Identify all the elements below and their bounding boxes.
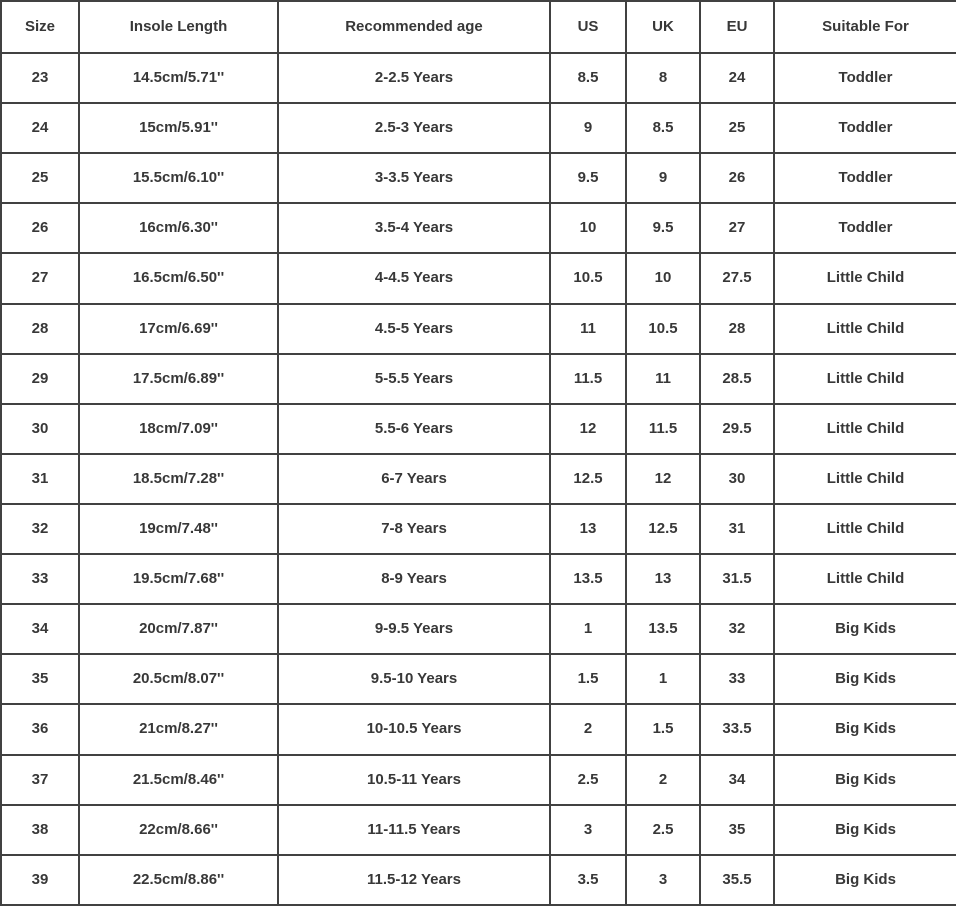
cell-recommended-age: 9-9.5 Years <box>278 604 550 654</box>
header-row <box>1 1 956 53</box>
cell-eu: 30 <box>700 454 774 504</box>
cell-size: 34 <box>1 604 79 654</box>
cell-size: 38 <box>1 805 79 855</box>
cell-insole-length: 16.5cm/6.50'' <box>79 253 278 303</box>
cell-insole-length: 22cm/8.66'' <box>79 805 278 855</box>
cell-suitable-for: Toddler <box>774 103 956 153</box>
cell-uk: 13 <box>626 554 700 604</box>
column-header-size: Size <box>1 1 79 53</box>
cell-insole-length: 21cm/8.27'' <box>79 704 278 754</box>
cell-uk: 8 <box>626 53 700 103</box>
cell-eu: 26 <box>700 153 774 203</box>
cell-size: 37 <box>1 755 79 805</box>
column-header-recommended-age: Recommended age <box>278 1 550 53</box>
cell-suitable-for: Big Kids <box>774 855 956 905</box>
cell-eu: 32 <box>700 604 774 654</box>
cell-us: 11 <box>550 304 626 354</box>
cell-insole-length: 14.5cm/5.71'' <box>79 53 278 103</box>
cell-uk: 9 <box>626 153 700 203</box>
table-row <box>1 504 956 554</box>
cell-us: 12 <box>550 404 626 454</box>
table-row <box>1 454 956 504</box>
cell-size: 32 <box>1 504 79 554</box>
cell-eu: 34 <box>700 755 774 805</box>
cell-us: 1 <box>550 604 626 654</box>
cell-suitable-for: Big Kids <box>774 604 956 654</box>
cell-us: 8.5 <box>550 53 626 103</box>
cell-suitable-for: Little Child <box>774 554 956 604</box>
cell-recommended-age: 3.5-4 Years <box>278 203 550 253</box>
cell-uk: 11.5 <box>626 404 700 454</box>
cell-suitable-for: Big Kids <box>774 704 956 754</box>
cell-insole-length: 15.5cm/6.10'' <box>79 153 278 203</box>
cell-suitable-for: Little Child <box>774 454 956 504</box>
cell-size: 23 <box>1 53 79 103</box>
cell-insole-length: 22.5cm/8.86'' <box>79 855 278 905</box>
cell-recommended-age: 4.5-5 Years <box>278 304 550 354</box>
cell-suitable-for: Little Child <box>774 404 956 454</box>
cell-recommended-age: 11-11.5 Years <box>278 805 550 855</box>
cell-size: 26 <box>1 203 79 253</box>
cell-eu: 27 <box>700 203 774 253</box>
table-row <box>1 354 956 404</box>
cell-uk: 12.5 <box>626 504 700 554</box>
cell-insole-length: 15cm/5.91'' <box>79 103 278 153</box>
cell-uk: 10.5 <box>626 304 700 354</box>
cell-insole-length: 17cm/6.69'' <box>79 304 278 354</box>
cell-suitable-for: Little Child <box>774 304 956 354</box>
cell-us: 1.5 <box>550 654 626 704</box>
cell-suitable-for: Little Child <box>774 253 956 303</box>
cell-us: 2 <box>550 704 626 754</box>
cell-uk: 2 <box>626 755 700 805</box>
cell-uk: 11 <box>626 354 700 404</box>
table-row <box>1 304 956 354</box>
table-row <box>1 755 956 805</box>
cell-insole-length: 21.5cm/8.46'' <box>79 755 278 805</box>
cell-us: 3.5 <box>550 855 626 905</box>
cell-eu: 35.5 <box>700 855 774 905</box>
cell-recommended-age: 7-8 Years <box>278 504 550 554</box>
cell-recommended-age: 10.5-11 Years <box>278 755 550 805</box>
cell-recommended-age: 4-4.5 Years <box>278 253 550 303</box>
cell-insole-length: 16cm/6.30'' <box>79 203 278 253</box>
cell-us: 12.5 <box>550 454 626 504</box>
column-header-suitable-for: Suitable For <box>774 1 956 53</box>
cell-insole-length: 19.5cm/7.68'' <box>79 554 278 604</box>
cell-recommended-age: 6-7 Years <box>278 454 550 504</box>
table-row <box>1 704 956 754</box>
table-row <box>1 554 956 604</box>
cell-size: 36 <box>1 704 79 754</box>
cell-uk: 12 <box>626 454 700 504</box>
cell-uk: 8.5 <box>626 103 700 153</box>
cell-recommended-age: 2.5-3 Years <box>278 103 550 153</box>
cell-suitable-for: Big Kids <box>774 755 956 805</box>
cell-size: 39 <box>1 855 79 905</box>
cell-size: 33 <box>1 554 79 604</box>
cell-uk: 13.5 <box>626 604 700 654</box>
cell-size: 28 <box>1 304 79 354</box>
cell-suitable-for: Toddler <box>774 153 956 203</box>
cell-uk: 2.5 <box>626 805 700 855</box>
table-row <box>1 855 956 905</box>
cell-recommended-age: 8-9 Years <box>278 554 550 604</box>
cell-insole-length: 20cm/7.87'' <box>79 604 278 654</box>
cell-insole-length: 17.5cm/6.89'' <box>79 354 278 404</box>
cell-eu: 28.5 <box>700 354 774 404</box>
cell-us: 10.5 <box>550 253 626 303</box>
cell-us: 2.5 <box>550 755 626 805</box>
cell-recommended-age: 11.5-12 Years <box>278 855 550 905</box>
cell-eu: 29.5 <box>700 404 774 454</box>
cell-uk: 1.5 <box>626 704 700 754</box>
table-row <box>1 153 956 203</box>
cell-eu: 33.5 <box>700 704 774 754</box>
cell-eu: 28 <box>700 304 774 354</box>
column-header-uk: UK <box>626 1 700 53</box>
cell-suitable-for: Big Kids <box>774 805 956 855</box>
cell-size: 24 <box>1 103 79 153</box>
cell-recommended-age: 10-10.5 Years <box>278 704 550 754</box>
table-body <box>1 53 956 905</box>
cell-us: 10 <box>550 203 626 253</box>
cell-size: 25 <box>1 153 79 203</box>
cell-us: 13.5 <box>550 554 626 604</box>
cell-size: 35 <box>1 654 79 704</box>
table-row <box>1 404 956 454</box>
table-row <box>1 604 956 654</box>
table-row <box>1 53 956 103</box>
cell-suitable-for: Little Child <box>774 504 956 554</box>
cell-uk: 9.5 <box>626 203 700 253</box>
cell-eu: 24 <box>700 53 774 103</box>
column-header-us: US <box>550 1 626 53</box>
cell-recommended-age: 9.5-10 Years <box>278 654 550 704</box>
cell-eu: 27.5 <box>700 253 774 303</box>
cell-us: 9 <box>550 103 626 153</box>
table-row <box>1 654 956 704</box>
cell-insole-length: 18.5cm/7.28'' <box>79 454 278 504</box>
cell-size: 30 <box>1 404 79 454</box>
cell-recommended-age: 2-2.5 Years <box>278 53 550 103</box>
cell-suitable-for: Toddler <box>774 203 956 253</box>
cell-size: 29 <box>1 354 79 404</box>
table-row <box>1 805 956 855</box>
cell-size: 27 <box>1 253 79 303</box>
cell-us: 9.5 <box>550 153 626 203</box>
cell-suitable-for: Big Kids <box>774 654 956 704</box>
cell-insole-length: 20.5cm/8.07'' <box>79 654 278 704</box>
cell-recommended-age: 5-5.5 Years <box>278 354 550 404</box>
cell-us: 3 <box>550 805 626 855</box>
cell-eu: 35 <box>700 805 774 855</box>
cell-us: 13 <box>550 504 626 554</box>
column-header-eu: EU <box>700 1 774 53</box>
cell-uk: 3 <box>626 855 700 905</box>
cell-us: 11.5 <box>550 354 626 404</box>
table-row <box>1 253 956 303</box>
cell-uk: 1 <box>626 654 700 704</box>
cell-insole-length: 19cm/7.48'' <box>79 504 278 554</box>
cell-eu: 31 <box>700 504 774 554</box>
cell-eu: 33 <box>700 654 774 704</box>
table-row <box>1 103 956 153</box>
cell-suitable-for: Little Child <box>774 354 956 404</box>
cell-recommended-age: 5.5-6 Years <box>278 404 550 454</box>
table-row <box>1 203 956 253</box>
column-header-insole-length: Insole Length <box>79 1 278 53</box>
cell-uk: 10 <box>626 253 700 303</box>
cell-size: 31 <box>1 454 79 504</box>
cell-recommended-age: 3-3.5 Years <box>278 153 550 203</box>
cell-eu: 31.5 <box>700 554 774 604</box>
cell-insole-length: 18cm/7.09'' <box>79 404 278 454</box>
cell-suitable-for: Toddler <box>774 53 956 103</box>
cell-eu: 25 <box>700 103 774 153</box>
